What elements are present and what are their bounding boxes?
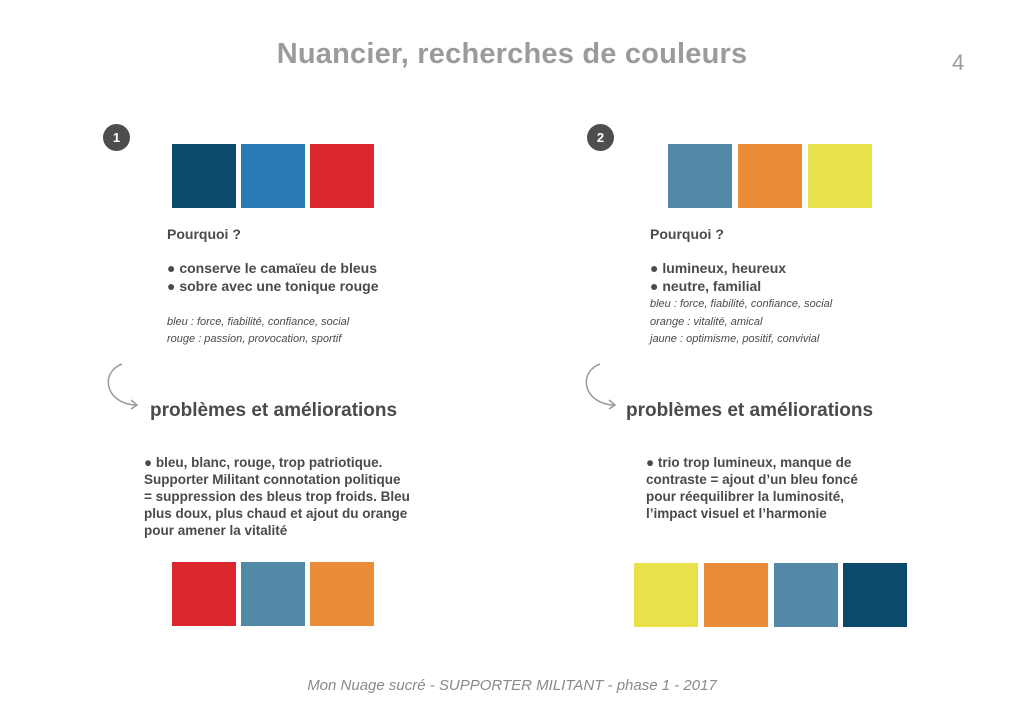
section-2-bullet-2: ● neutre, familial: [650, 278, 762, 294]
page-title: Nuancier, recherches de couleurs: [276, 38, 748, 70]
section-2-badge: 2: [587, 124, 614, 151]
footer: Mon Nuage sucré - SUPPORTER MILITANT - phase 1 - 2017: [307, 677, 717, 694]
section-1-bullet-1: ● conserve le camaïeu de bleus: [167, 260, 377, 276]
section-2-swatch-top-3: [808, 144, 872, 208]
section-1-paragraph-line-5: pour amener la vitalité: [144, 523, 288, 538]
section-1-swatch-bottom-2: [241, 562, 305, 626]
section-1-swatch-top-2: [241, 144, 305, 208]
section-2-paragraph-line-2: contraste = ajout d’un bleu foncé: [646, 472, 858, 487]
section-2-swatch-bottom-1: [634, 563, 698, 627]
section-1-swatch-bottom-1: [172, 562, 236, 626]
curved-arrow-icon: [580, 362, 620, 410]
section-2-heading: problèmes et améliorations: [626, 400, 874, 421]
section-2-pourquoi: Pourquoi ?: [650, 226, 724, 242]
section-2-swatch-top-2: [738, 144, 802, 208]
section-1-swatch-bottom-3: [310, 562, 374, 626]
section-2-note-3: jaune : optimisme, positif, convivial: [650, 333, 820, 345]
page-number: 4: [952, 50, 965, 75]
section-1-pourquoi: Pourquoi ?: [167, 226, 241, 242]
section-2-paragraph-line-3: pour réequilibrer la luminosité,: [646, 489, 845, 504]
section-1-note-1: bleu : force, fiabilité, confiance, social: [167, 316, 350, 328]
section-1-paragraph-line-4: plus doux, plus chaud et ajout du orange: [144, 506, 408, 521]
section-1-heading: problèmes et améliorations: [150, 400, 398, 421]
section-1-paragraph-line-2: Supporter Militant connotation politique: [144, 472, 401, 487]
section-1-paragraph-line-3: = suppression des bleus trop froids. Bleu: [144, 489, 410, 504]
section-2-bullet-1: ● lumineux, heureux: [650, 260, 787, 276]
section-1-paragraph-line-1: ● bleu, blanc, rouge, trop patriotique.: [144, 455, 383, 470]
section-2-swatch-bottom-2: [704, 563, 768, 627]
section-1-note-2: rouge : passion, provocation, sportif: [167, 333, 342, 345]
section-1-swatch-top-1: [172, 144, 236, 208]
section-2-note-1: bleu : force, fiabilité, confiance, social: [650, 298, 833, 310]
section-2-swatch-bottom-4: [843, 563, 907, 627]
section-2-paragraph-line-1: ● trio trop lumineux, manque de: [646, 455, 852, 470]
section-2-note-2: orange : vitalité, amical: [650, 316, 763, 328]
curved-arrow-icon: [102, 362, 142, 410]
section-1-swatch-top-3: [310, 144, 374, 208]
section-2-swatch-bottom-3: [774, 563, 838, 627]
section-2-paragraph-line-4: l’impact visuel et l’harmonie: [646, 506, 827, 521]
section-1-badge: 1: [103, 124, 130, 151]
section-1-bullet-2: ● sobre avec une tonique rouge: [167, 278, 379, 294]
section-2-swatch-top-1: [668, 144, 732, 208]
